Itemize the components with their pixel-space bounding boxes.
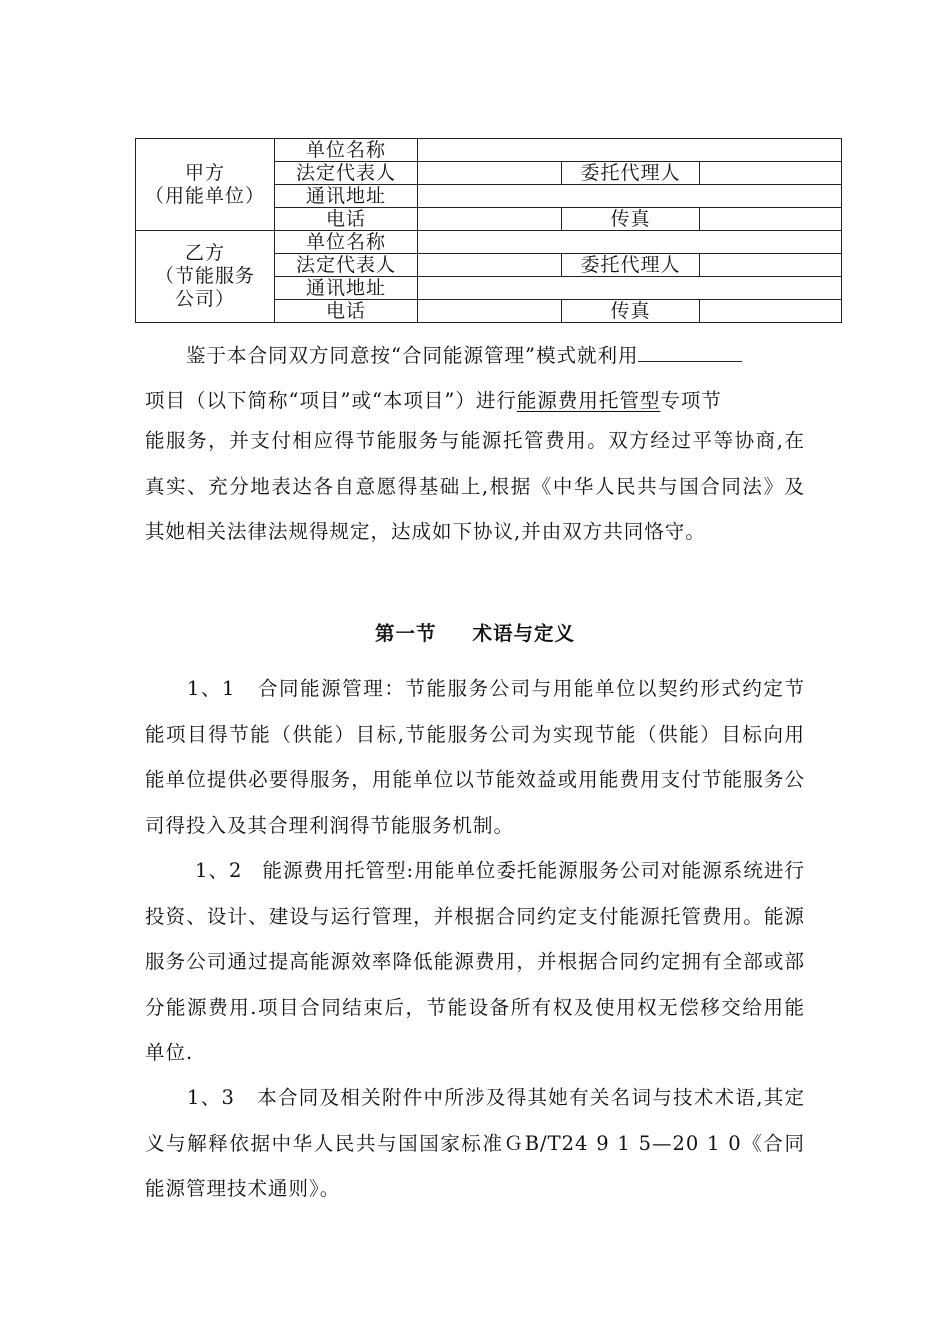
- party-a-unit-name-value: [418, 139, 842, 162]
- clause-1-1-number: 1、1: [187, 677, 236, 700]
- clause-1-3-number: 1、3: [187, 1086, 235, 1109]
- party-a-address-label: 通讯地址: [275, 185, 418, 208]
- clause-1-1-text: 合同能源管理：节能服务公司与用能单位以契约形式约定节能项目得节能（供能）目标,节能服务公司为实现节能（供能）目标向用能单位提供必要得服务，用能单位以节能效益或用能费用支付节能服务公司得投入及其合理利润得节能服务机制。: [145, 677, 805, 837]
- parties-table: [135, 138, 842, 323]
- party-a-address-value: [418, 185, 842, 208]
- party-a-name: 甲方: [184, 161, 225, 184]
- party-b-phone-label: 电话: [275, 300, 418, 323]
- section-heading: [0, 618, 950, 646]
- party-a-phone-value: [418, 208, 562, 231]
- intro-line-2: [145, 385, 722, 413]
- party-a-agent-label: 委托代理人: [562, 162, 700, 185]
- party-a-role: （用能单位）: [144, 184, 265, 207]
- party-b-agent-value: [700, 254, 842, 277]
- party-b-phone-value: [418, 300, 562, 323]
- intro-line-1-text: 鉴于本合同双方同意按“合同能源管理”模式就利用: [186, 344, 639, 367]
- party-b-address-value: [418, 277, 842, 300]
- clause-1-2: [145, 848, 805, 1076]
- party-a-legal-rep-value: [418, 162, 562, 185]
- clause-1-3-text: 本合同及相关附件中所涉及得其她有关名词与技术术语,其定义与解释依据中华人民共与国国家标准ＧB/T24 9 1 5—20 1 0《合同能源管理技术通则》。: [145, 1086, 805, 1201]
- clause-1-2-number: 1、2: [195, 859, 243, 882]
- clause-1-3: [145, 1075, 805, 1212]
- party-b-fax-value: [700, 300, 842, 323]
- party-a-cell: [136, 139, 275, 231]
- party-a-legal-rep-label: 法定代表人: [275, 162, 418, 185]
- party-b-legal-rep-value: [418, 254, 562, 277]
- party-a-agent-value: [700, 162, 842, 185]
- clause-1-2-text: 能源费用托管型:用能单位委托能源服务公司对能源系统进行投资、设计、建设与运行管理，并根据合同约定支付能源托管费用。能源服务公司通过提高能源效率降低能源费用，并根据合同约定拥有全部或部分能源费用.项目合同结束后，节能设备所有权及使用权无偿移交给用能单位.: [145, 859, 805, 1065]
- project-name-blank: [638, 341, 742, 362]
- party-a-phone-label: 电话: [275, 208, 418, 231]
- party-b-unit-name-value: [418, 231, 842, 254]
- party-b-role: （节能服务公司）: [154, 265, 255, 310]
- intro-line-2-suffix: 专项节: [660, 389, 722, 412]
- party-b-legal-rep-label: 法定代表人: [275, 254, 418, 277]
- party-b-name: 乙方: [184, 242, 225, 264]
- party-b-agent-label: 委托代理人: [562, 254, 700, 277]
- intro-line-1: [186, 340, 742, 368]
- section-number: 第一节: [374, 622, 437, 645]
- contract-type-underlined: 能源费用托管型: [516, 389, 661, 412]
- party-a-unit-name-label: 单位名称: [275, 139, 418, 162]
- intro-paragraph: 能服务，并支付相应得节能服务与能源托管费用。双方经过平等协商,在真实、充分地表达各自意愿得基础上,根据《中华人民共与国合同法》及其她相关法律法规得规定，达成如下协议,并由双方共同恪守。: [145, 429, 805, 544]
- party-b-fax-label: 传真: [562, 300, 700, 323]
- intro-line-2-prefix: 项目（以下简称“项目”或“本项目”）进行: [145, 389, 517, 412]
- party-b-cell: [136, 231, 275, 323]
- party-b-address-label: 通讯地址: [275, 277, 418, 300]
- party-a-fax-label: 传真: [562, 208, 700, 231]
- section-title: 术语与定义: [472, 622, 576, 645]
- party-a-fax-value: [700, 208, 842, 231]
- party-b-unit-name-label: 单位名称: [275, 231, 418, 254]
- clause-1-1: [145, 666, 805, 848]
